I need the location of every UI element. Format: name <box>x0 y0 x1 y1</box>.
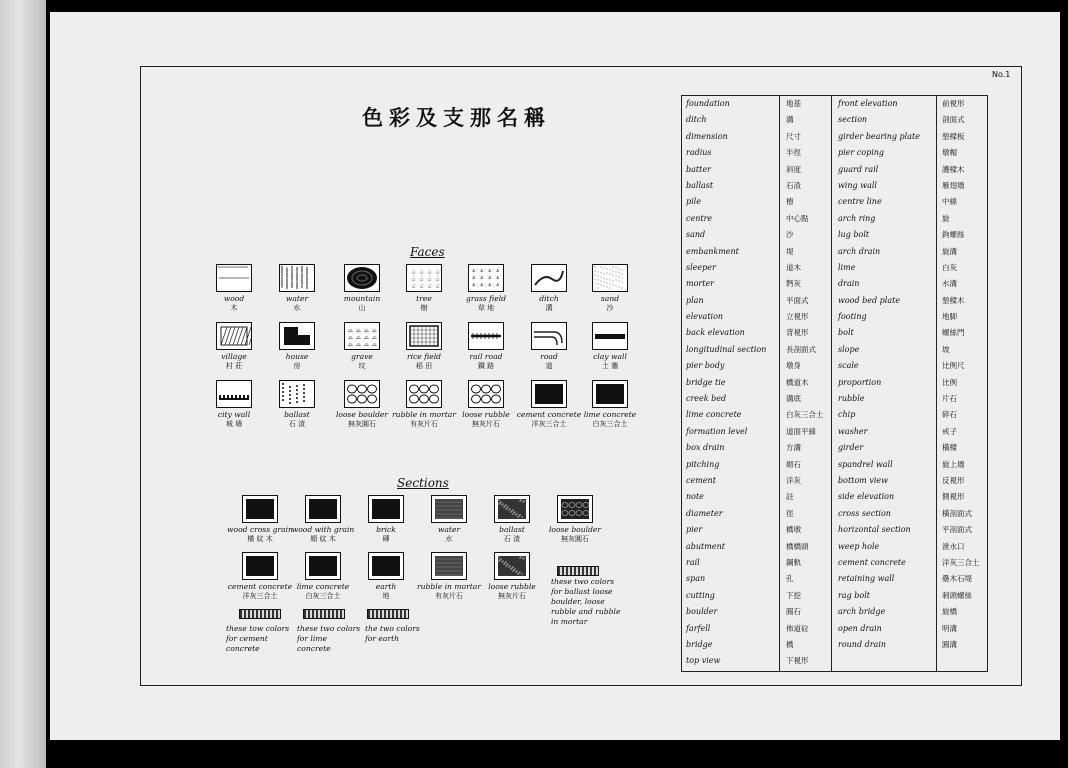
face-chinese-label: 城 墻 <box>225 419 243 428</box>
glossary-translation: 尺寸 <box>786 131 801 141</box>
glossary-translation: 堤 <box>786 246 794 256</box>
glossary-translation: 前視形 <box>942 99 965 108</box>
glossary-translation: 墩帽 <box>942 148 957 158</box>
glossary-term: centre line <box>838 197 882 207</box>
glossary-term: back elevation <box>686 328 745 338</box>
glossary-table <box>681 95 988 672</box>
face-chinese-label: 村 莊 <box>225 361 243 370</box>
svg-text:⌓: ⌓ <box>348 341 353 348</box>
svg-text:♧: ♧ <box>419 269 425 276</box>
glossary-translation: 壘木石堤 <box>942 574 972 584</box>
glossary-term: lime <box>838 262 856 272</box>
face-label: tree <box>416 294 432 303</box>
face-chinese-label: 山 <box>358 303 366 312</box>
glossary-translation: 旋上墻 <box>942 459 965 469</box>
scan-binding-strip <box>0 0 46 768</box>
svg-text:♧: ♧ <box>435 269 441 276</box>
face-label: wood <box>223 294 245 303</box>
glossary-translation: 片石 <box>942 394 957 404</box>
glossary-term: batter <box>686 164 711 174</box>
face-label: loose rubble <box>462 410 510 419</box>
glossary-translation: 明溝 <box>942 623 957 633</box>
svg-text:♧: ♧ <box>419 283 425 290</box>
glossary-term: lug bolt <box>838 230 870 240</box>
glossary-term: wood bed plate <box>838 295 901 305</box>
glossary-term: bridge <box>686 639 713 649</box>
glossary-translation: 道面平線 <box>786 426 816 436</box>
glossary-term: span <box>686 574 706 584</box>
face-chinese-label: 洋灰三合土 <box>531 419 567 428</box>
glossary-term: diameter <box>686 508 723 518</box>
svg-text:♧: ♧ <box>435 283 441 290</box>
glossary-term: retaining wall <box>838 574 895 584</box>
glossary-term: rag bolt <box>838 590 870 600</box>
glossary-translation: 旋橋 <box>942 607 957 617</box>
svg-text:⌓: ⌓ <box>356 334 361 341</box>
glossary-translation: 平面式 <box>786 295 809 305</box>
glossary-term: centre <box>686 213 713 223</box>
svg-text:ᐞ: ᐞ <box>488 276 492 283</box>
glossary-term: bridge tie <box>686 377 726 387</box>
glossary-term: slope <box>838 344 860 354</box>
glossary-term: abutment <box>686 541 725 551</box>
glossary-term: horizontal section <box>838 525 911 535</box>
svg-text:♧: ♧ <box>427 283 433 290</box>
svg-text:♧: ♧ <box>427 276 433 283</box>
svg-text:ᐞ: ᐞ <box>480 269 484 276</box>
glossary-translation: 下視形 <box>786 656 809 666</box>
face-chinese-label: 水 <box>293 303 301 312</box>
face-chinese-label: 稻 田 <box>415 361 433 370</box>
glossary-term: cross section <box>838 508 891 518</box>
glossary-english-col-2 <box>832 96 937 671</box>
svg-text:⌓: ⌓ <box>372 334 377 341</box>
glossary-translation: 樁 <box>786 197 794 207</box>
section-chinese-label: 洋灰三合土 <box>242 591 278 600</box>
glossary-translation: 孔 <box>786 574 794 584</box>
glossary-term: pier coping <box>838 148 885 158</box>
svg-text:⌓: ⌓ <box>364 341 369 348</box>
earth-colors-note: the two colors for earth <box>365 624 420 643</box>
glossary-term: lime concrete <box>686 410 742 420</box>
svg-text:ᐞ: ᐞ <box>480 276 484 283</box>
glossary-term: sleeper <box>686 262 716 272</box>
glossary-term: plan <box>686 295 704 305</box>
glossary-translation: 平剖面式 <box>942 525 972 535</box>
glossary-term: front elevation <box>838 99 898 108</box>
face-label: road <box>540 352 558 361</box>
face-label: lime concrete <box>583 410 637 419</box>
face-label: rice field <box>406 352 442 361</box>
glossary-translation: 麪灰 <box>786 279 801 289</box>
section-label: loose boulder <box>548 525 602 534</box>
section-label: brick <box>376 525 396 534</box>
glossary-term: rubble <box>838 394 865 404</box>
glossary-translation: 刺頭螺絲 <box>942 590 972 600</box>
face-label: mountain <box>343 294 381 303</box>
glossary-translation: 雁翅墻 <box>942 180 965 190</box>
svg-text:⌓: ⌓ <box>348 327 353 334</box>
glossary-translation: 戒子 <box>942 426 957 436</box>
face-label: village <box>221 352 247 361</box>
section-chinese-label: 石 渣 <box>503 534 521 543</box>
glossary-term: formation level <box>686 426 748 436</box>
glossary-term: footing <box>838 312 867 322</box>
svg-text:♧: ♧ <box>419 276 425 283</box>
glossary-term: arch ring <box>838 213 876 223</box>
glossary-term: foundation <box>686 99 730 108</box>
glossary-translation: 溝底 <box>786 394 801 404</box>
glossary-translation: 橫樑 <box>942 443 957 453</box>
glossary-translation: 橫剖面式 <box>942 508 972 518</box>
glossary-term: spandrel wall <box>838 459 893 469</box>
glossary-translation: 橋墩 <box>786 525 801 535</box>
ballast-dark-pattern-icon <box>494 552 530 580</box>
face-label: house <box>285 352 309 361</box>
glossary-term: proportion <box>838 377 882 387</box>
svg-text:⌓: ⌓ <box>364 334 369 341</box>
glossary-term: scale <box>838 361 859 371</box>
face-chinese-label: 無灰圓石 <box>348 419 376 428</box>
glossary-translation: 斜度 <box>786 164 801 174</box>
glossary-translation: 比例尺 <box>942 361 965 371</box>
glossary-translation: 徑 <box>786 508 794 518</box>
glossary-translation: 洋灰三合土 <box>942 557 980 567</box>
section-chinese-label: 白灰三合土 <box>305 591 341 600</box>
face-label: city wall <box>217 410 251 419</box>
section-label: lime concrete <box>296 582 350 591</box>
svg-text:⌓: ⌓ <box>364 327 369 334</box>
glossary-term: pier <box>686 525 703 535</box>
svg-text:ᐞ: ᐞ <box>496 269 500 276</box>
glossary-term: cutting <box>686 590 715 600</box>
face-chinese-label: 房 <box>293 361 301 370</box>
face-label: sand <box>600 294 620 303</box>
page-title: 色彩及支那名稱 <box>362 105 551 130</box>
glossary-translation: 坡 <box>942 344 950 354</box>
section-label: loose rubble <box>488 582 536 591</box>
glossary-term: round drain <box>838 639 887 649</box>
face-label: cement concrete <box>516 410 582 419</box>
glossary-translation: 註 <box>786 492 794 502</box>
glossary-term: morter <box>686 279 714 289</box>
svg-text:⌓: ⌓ <box>372 341 377 348</box>
face-chinese-label: 樹 <box>420 303 428 312</box>
face-chinese-label: 鐵 路 <box>477 361 495 370</box>
glossary-term: farfell <box>686 623 711 633</box>
section-chinese-label: 磚 <box>382 534 390 543</box>
glossary-translation: 道木 <box>786 262 801 272</box>
face-chinese-label: 石 渣 <box>288 419 306 428</box>
glossary-term: ballast <box>686 180 714 190</box>
glossary-chinese-col-1 <box>780 96 832 671</box>
face-chinese-label: 有灰片石 <box>410 419 438 428</box>
section-label: rubble in mortar <box>417 582 481 591</box>
face-label: water <box>285 294 309 303</box>
boulder-dark-pattern-icon <box>557 495 593 523</box>
glossary-translation: 佈道砬 <box>786 623 809 633</box>
glossary-term: weep hole <box>838 541 880 551</box>
glossary-translation: 半徑 <box>786 148 801 158</box>
glossary-translation: 橋道木 <box>786 377 809 387</box>
glossary-chinese-col-2 <box>937 96 987 671</box>
lime-color-strip <box>303 609 345 619</box>
glossary-translation: 沙 <box>786 230 794 240</box>
solid-dark-pattern-icon <box>592 380 628 408</box>
section-chinese-label: 橫 紋 木 <box>247 534 273 543</box>
svg-text:♧: ♧ <box>411 269 417 276</box>
svg-text:ᐞ: ᐞ <box>496 276 500 283</box>
glossary-term: arch drain <box>838 246 881 256</box>
glossary-translation: 砌石 <box>786 459 801 469</box>
ballast-color-strip <box>557 566 599 576</box>
glossary-term: ditch <box>686 115 707 125</box>
svg-text:♧: ♧ <box>411 276 417 283</box>
face-label: rail road <box>469 352 503 361</box>
glossary-term: pier body <box>686 361 725 371</box>
lime-colors-note: these two colors for lime concrete <box>297 624 361 653</box>
glossary-term: open drain <box>838 623 882 633</box>
svg-text:ᐞ: ᐞ <box>488 269 492 276</box>
face-label: grass field <box>465 294 507 303</box>
glossary-translation: 背視形 <box>786 328 809 338</box>
glossary-term: bolt <box>838 328 854 338</box>
glossary-term: cement <box>686 475 716 485</box>
svg-text:♧: ♧ <box>435 276 441 283</box>
section-label: water <box>437 525 461 534</box>
section-chinese-label: 無灰圓石 <box>561 534 589 543</box>
face-chinese-label: 沙 <box>606 303 614 312</box>
glossary-translation: 中心點 <box>786 213 809 223</box>
glossary-term: cement concrete <box>838 557 906 567</box>
section-label: wood cross grain <box>227 525 293 534</box>
glossary-term: guard rail <box>838 164 879 174</box>
face-label: grave <box>351 352 373 361</box>
glossary-term: girder <box>838 443 864 453</box>
sections-heading: Sections <box>397 476 449 490</box>
plate-number: No.1 <box>992 70 1011 79</box>
svg-text:ᐞ: ᐞ <box>480 283 484 290</box>
glossary-translation: 圓溝 <box>942 639 957 649</box>
section-label: cement concrete <box>227 582 293 591</box>
section-chinese-label: 有灰片石 <box>435 591 463 600</box>
section-label: earth <box>375 582 397 591</box>
glossary-term: bottom view <box>838 475 888 485</box>
glossary-term: dimension <box>686 131 728 141</box>
glossary-term: elevation <box>686 312 724 322</box>
glossary-term: side elevation <box>838 492 895 502</box>
section-symbol <box>500 495 650 543</box>
svg-text:ᐞ: ᐞ <box>472 283 476 290</box>
face-chinese-label: 木 <box>230 303 238 312</box>
earth-color-strip <box>367 609 409 619</box>
glossary-term: pitching <box>686 459 720 469</box>
glossary-term: arch bridge <box>838 607 886 617</box>
glossary-translation: 鉤螺絲 <box>942 230 965 240</box>
glossary-term: creek bed <box>686 394 727 404</box>
thick-bar-pattern-icon <box>592 322 628 350</box>
glossary-english-col-1 <box>682 96 780 671</box>
glossary-term: washer <box>838 426 868 436</box>
section-label: ballast <box>499 525 525 534</box>
section-chinese-label: 順 紋 木 <box>310 534 336 543</box>
glossary-term: wing wall <box>838 180 877 190</box>
section-label: wood with grain <box>291 525 355 534</box>
glossary-term: chip <box>838 410 856 420</box>
glossary-translation: 螺絲門 <box>942 328 965 338</box>
svg-text:♧: ♧ <box>427 269 433 276</box>
glossary-translation: 圓石 <box>786 607 801 617</box>
face-label: rubble in mortar <box>392 410 456 419</box>
glossary-term: pile <box>686 197 701 207</box>
glossary-translation: 鋼軌 <box>786 557 801 567</box>
glossary-translation: 比例 <box>942 377 957 387</box>
glossary-term: boulder <box>686 607 718 617</box>
face-chinese-label: 土 牆 <box>601 361 619 370</box>
glossary-translation: 方溝 <box>786 443 801 453</box>
section-chinese-label: 地 <box>382 591 390 600</box>
ballast-colors-note: these two colors for ballast loose boulder, loose rubble and rubble in mortar <box>551 577 621 626</box>
svg-text:⌓: ⌓ <box>356 341 361 348</box>
face-label: ditch <box>539 294 559 303</box>
face-symbol <box>535 322 685 370</box>
glossary-translation: 旋溝 <box>942 246 957 256</box>
glossary-translation: 白灰三合土 <box>786 410 824 420</box>
glossary-term: radius <box>686 148 712 158</box>
glossary-term: top view <box>686 656 721 666</box>
glossary-translation: 碎石 <box>942 410 957 420</box>
glossary-translation: 橋 <box>786 639 794 649</box>
cement-colors-note: these tow colors for cement concrete <box>226 624 290 653</box>
face-label: ballast <box>284 410 310 419</box>
svg-text:⌓: ⌓ <box>372 327 377 334</box>
section-chinese-label: 無灰片石 <box>498 591 526 600</box>
glossary-translation: 石渣 <box>786 180 801 190</box>
glossary-term: note <box>686 492 704 502</box>
glossary-translation: 白灰 <box>942 262 957 272</box>
face-symbol <box>535 380 685 428</box>
face-chinese-label: 溝 <box>545 303 553 312</box>
face-label: loose boulder <box>335 410 389 419</box>
svg-text:⌓: ⌓ <box>356 327 361 334</box>
glossary-term: girder bearing plate <box>838 131 920 141</box>
cement-color-strip <box>239 609 281 619</box>
glossary-term: drain <box>838 279 860 289</box>
glossary-translation: 墊樑木 <box>942 295 965 305</box>
section-chinese-label: 水 <box>445 534 453 543</box>
glossary-term: longitudinal section <box>686 344 767 354</box>
glossary-translation: 反視形 <box>942 475 965 485</box>
svg-text:ᐞ: ᐞ <box>488 283 492 290</box>
svg-text:⌓: ⌓ <box>348 334 353 341</box>
glossary-translation: 下挖 <box>786 590 801 600</box>
face-label: clay wall <box>593 352 627 361</box>
faces-heading: Faces <box>410 245 445 259</box>
svg-text:ᐞ: ᐞ <box>472 269 476 276</box>
face-chinese-label: 白灰三合土 <box>592 419 628 428</box>
glossary-translation: 側視形 <box>942 492 965 502</box>
glossary-translation: 長剖面式 <box>786 344 816 354</box>
glossary-translation: 立視形 <box>786 312 809 322</box>
glossary-translation: 水溝 <box>942 279 957 289</box>
glossary-term: box drain <box>686 443 725 453</box>
glossary-translation: 墊樑板 <box>942 131 965 141</box>
face-chinese-label: 道 <box>545 361 553 370</box>
face-symbol <box>535 264 685 312</box>
glossary-term: section <box>838 115 868 125</box>
svg-text:ᐞ: ᐞ <box>472 276 476 283</box>
glossary-term: embankment <box>686 246 739 256</box>
glossary-translation: 墩身 <box>786 361 801 371</box>
face-chinese-label: 草 地 <box>477 303 495 312</box>
glossary-translation: 剖面式 <box>942 115 965 125</box>
glossary-term: sand <box>686 230 706 240</box>
sand-dots-pattern-icon <box>592 264 628 292</box>
svg-text:♧: ♧ <box>411 283 417 290</box>
face-chinese-label: 無灰片石 <box>472 419 500 428</box>
glossary-translation: 橋橋頭 <box>786 541 809 551</box>
glossary-translation: 溝 <box>786 115 794 125</box>
face-chinese-label: 坟 <box>358 361 366 370</box>
glossary-translation: 中線 <box>942 197 957 207</box>
glossary-translation: 洋灰 <box>786 475 801 485</box>
glossary-translation: 旋 <box>942 213 950 223</box>
svg-text:ᐞ: ᐞ <box>496 283 500 290</box>
glossary-translation: 地脚 <box>942 312 957 322</box>
glossary-translation: 泄水口 <box>942 541 965 551</box>
glossary-translation: 護樑木 <box>942 164 965 174</box>
glossary-translation: 地基 <box>786 99 801 108</box>
glossary-term: rail <box>686 557 700 567</box>
